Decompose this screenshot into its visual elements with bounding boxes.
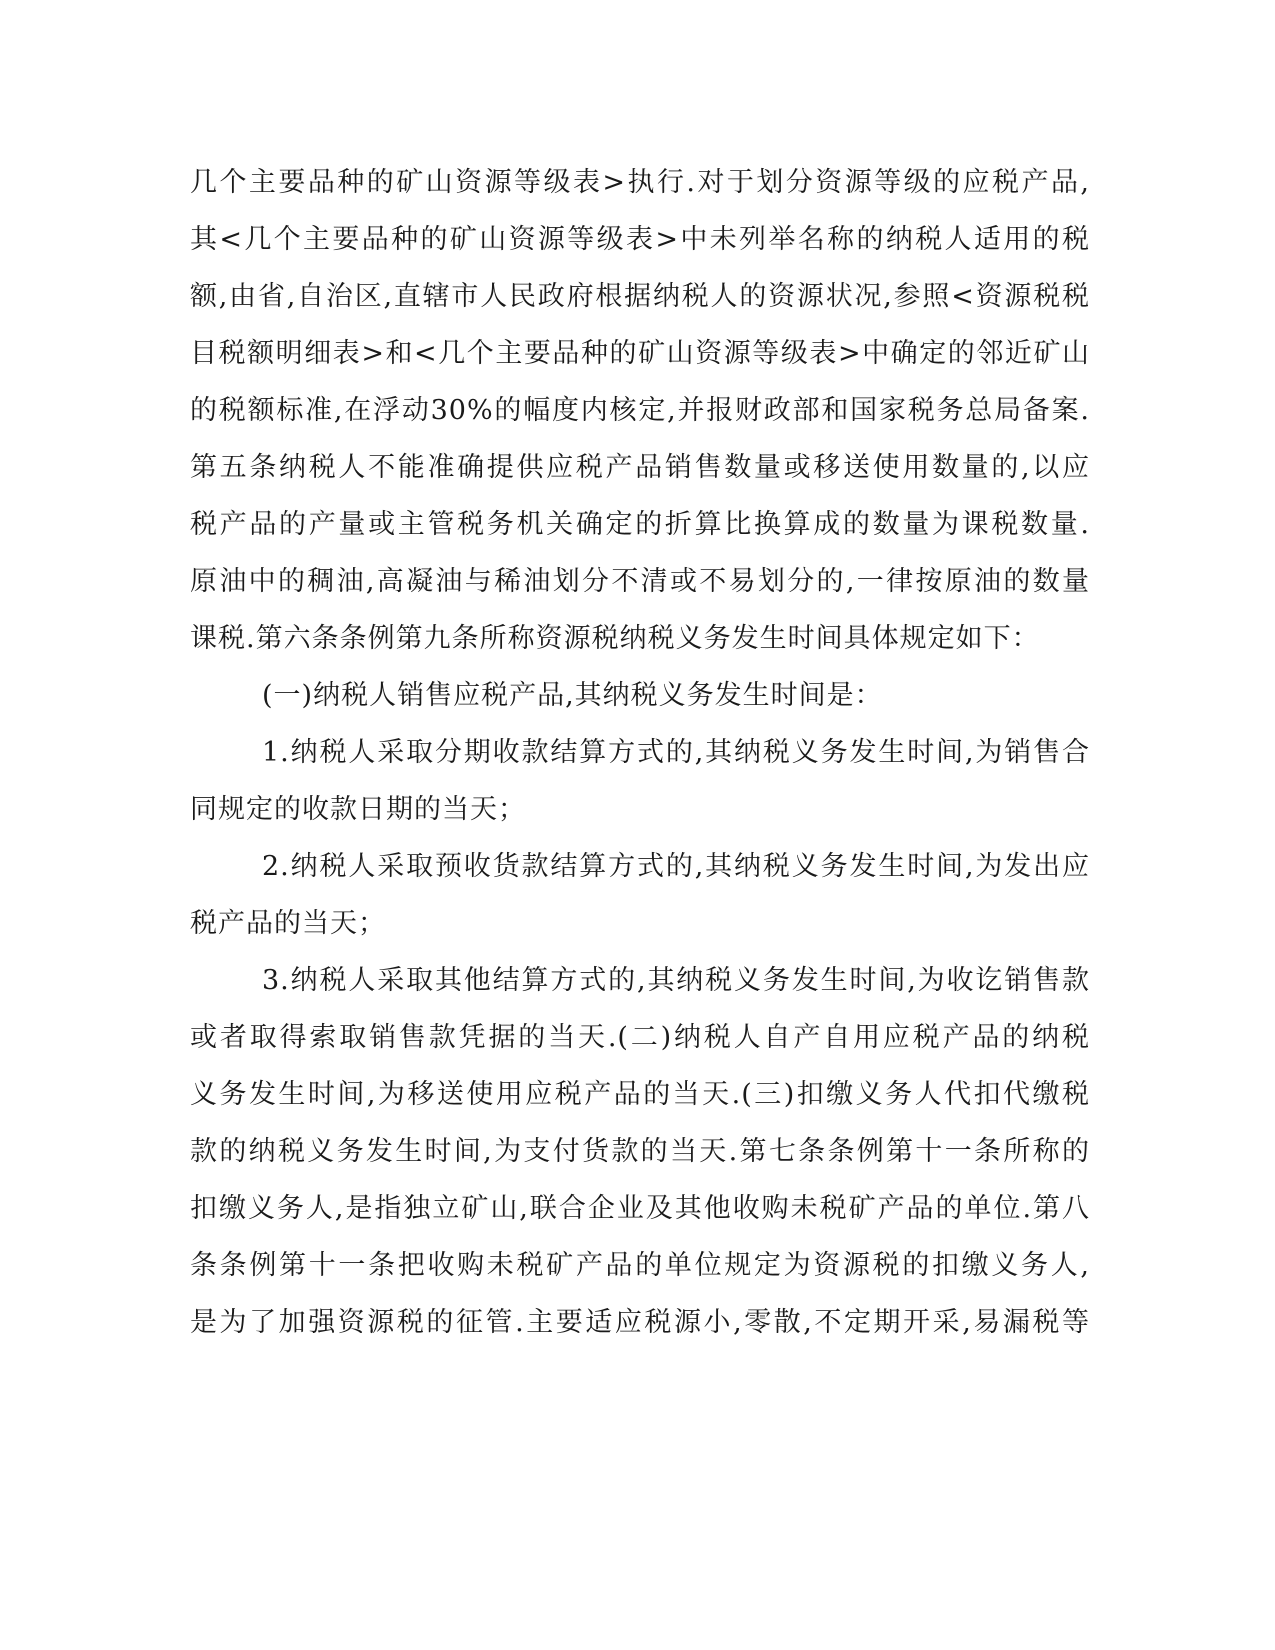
text-line: 义务发生时间,为移送使用应税产品的当天.(三)扣缴义务人代扣代缴税 <box>190 1079 1090 1110</box>
text-line: 额,由省,自治区,直辖市人民政府根据纳税人的资源状况,参照<资源税税 <box>190 281 1090 312</box>
text-line: 课税.第六条条例第九条所称资源税纳税义务发生时间具体规定如下： <box>190 623 1040 654</box>
text-line: 是为了加强资源税的征管.主要适应税源小,零散,不定期开采,易漏税等 <box>190 1307 1090 1338</box>
text-line: 原油中的稠油,高凝油与稀油划分不清或不易划分的,一律按原油的数量 <box>190 566 1090 597</box>
text-line: 目税额明细表>和<几个主要品种的矿山资源等级表>中确定的邻近矿山 <box>190 338 1090 369</box>
text-line: 税产品的产量或主管税务机关确定的折算比换算成的数量为课税数量. <box>190 509 1090 540</box>
text-line: 扣缴义务人,是指独立矿山,联合企业及其他收购未税矿产品的单位.第八 <box>190 1193 1090 1224</box>
text-line: (一)纳税人销售应税产品,其纳税义务发生时间是： <box>262 680 883 711</box>
text-line: 条条例第十一条把收购未税矿产品的单位规定为资源税的扣缴义务人, <box>190 1250 1090 1281</box>
text-line: 其<几个主要品种的矿山资源等级表>中未列举名称的纳税人适用的税 <box>190 224 1090 255</box>
text-line: 同规定的收款日期的当天； <box>190 794 526 825</box>
text-line: 1.纳税人采取分期收款结算方式的,其纳税义务发生时间,为销售合 <box>262 737 1090 768</box>
text-line: 几个主要品种的矿山资源等级表>执行.对于划分资源等级的应税产品, <box>190 167 1090 198</box>
text-line: 或者取得索取销售款凭据的当天.(二)纳税人自产自用应税产品的纳税 <box>190 1022 1090 1053</box>
text-line: 的税额标准,在浮动30%的幅度内核定,并报财政部和国家税务总局备案. <box>190 395 1090 426</box>
text-line: 第五条纳税人不能准确提供应税产品销售数量或移送使用数量的,以应 <box>190 452 1090 483</box>
text-line: 款的纳税义务发生时间,为支付货款的当天.第七条条例第十一条所称的 <box>190 1136 1090 1167</box>
text-line: 3.纳税人采取其他结算方式的,其纳税义务发生时间,为收讫销售款 <box>262 965 1090 996</box>
text-line: 税产品的当天； <box>190 908 386 939</box>
text-line: 2.纳税人采取预收货款结算方式的,其纳税义务发生时间,为发出应 <box>262 851 1090 882</box>
